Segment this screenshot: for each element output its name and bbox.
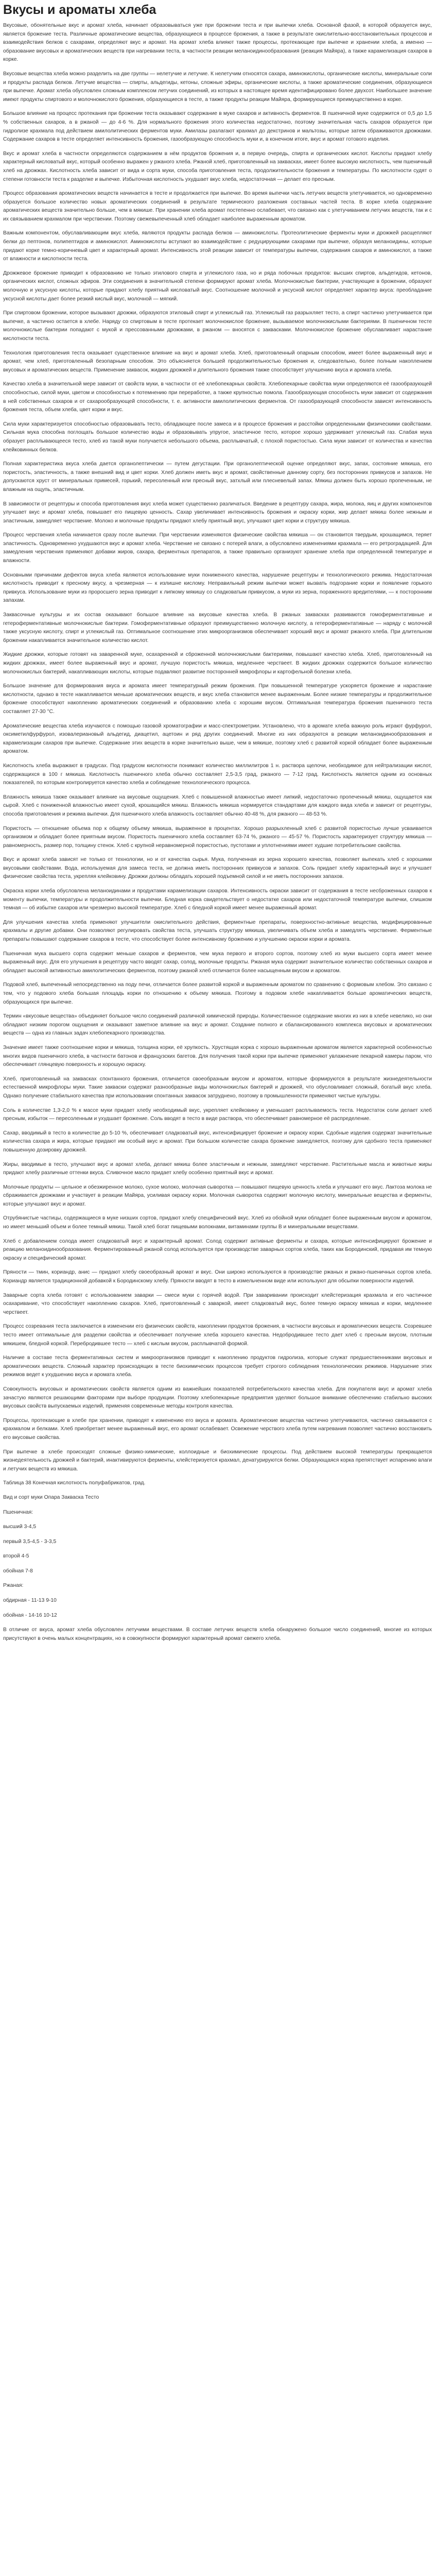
paragraph: Наличие в составе теста ферментативных систем и микроорганизмов приводит к накоплению продуктов гидролиза, которые служат предшественниками вкусовых и ароматических веществ. Сложный характер происходящих в тесте биохимических процессов требует строгого соблюдения технологических режимов. Нарушение этих режимов ведет к ухудшению вкуса и аромата хлеба. xyxy=(3,1355,432,1378)
paragraph: Хлеб с добавлением солода имеет сладковатый вкус и характерный аромат. Солод содержит активные ферменты и сахара, которые интенсифицируют брожение и реакцию меланоидинообразования. Ферментированный ржаной солод используется при производстве заварных сортов хлеба, таких как Бородинский, придавая им темную окраску и специфический аромат. xyxy=(3,1238,432,1261)
paragraph: Заквасочные культуры и их состав оказывают большое влияние на вкусовые качества хлеба. В ржаных заквасках развиваются гомоферментативные и гетероферментативные молочнокислые бактерии. Гомоферментативные образуют преимущественно молочную кислоту, а гетероферментативные — наряду с молочной также уксусную кислоту, спирт и углекислый газ. Оптимальное соотношение этих микроорганизмов обеспечивает хороший вкус и аромат ржаного хлеба. При длительном брожении накапливается значительное количество кислот. xyxy=(3,612,432,643)
table-line: обойная - 14-16 10-12 xyxy=(3,1612,57,1618)
paragraph: Большое влияние на процесс протекания при брожении теста оказывают содержание в муке сахаров и активность ферментов. В пшеничной муке содержится от 0,5 до 1,5 % собственных сахаров, а в ржаной — до 4-6 %. Для нормального брожения этого количества недостаточно, поэтому значительная часть сахаров образуется при гидролизе крахмала под действием амилолитических ферментов муки. Амилазы разлагают крахмал до декстринов и мальтозы, которые затем сбраживаются дрожжами. Содержание сахаров в тесте определяет интенсивность брожения, газообразующую способность муки и, в конечном итоге, вкус и аромат готового изделия. xyxy=(3,111,432,143)
paragraph: Сила муки характеризуется способностью образовывать тесто, обладающее после замеса и в процессе брожения и расстойки определенными физическими свойствами. Сильная мука способна поглощать большое количество воды и образовывать упругое, эластичное тесто, которое хорошо удерживает углекислый газ. Слабая мука образует расплывающееся тесто, хлеб из такой муки получается небольшого объема, расплывчатый, с плохой пористостью. Сила муки зависит от количества и качества клейковинных белков. xyxy=(3,421,432,453)
paragraph: Процесс образования ароматических веществ начинается в тесте и продолжается при выпечке. Во время выпечки часть летучих веществ улетучивается, но одновременно образуется большое количество новых ароматических соединений в результате термического разложения составных частей теста. В корке хлеба содержание ароматических веществ значительно больше, чем в мякише. При хранении хлеба аромат постепенно ослабевает, что связано как с улетучиванием летучих веществ, так и с их связыванием крахмалом при черствении. Поэтому свежевыпеченный хлеб обладает наиболее выраженным ароматом. xyxy=(3,191,432,222)
paragraph: Процессы, протекающие в хлебе при хранении, приводят к изменению его вкуса и аромата. Ароматические вещества частично улетучиваются, частично связываются с крахмалом и белками. Хлеб приобретает менее выраженный вкус, его аромат ослабевает. Освежение черствого хлеба путем нагревания позволяет частично восстановить его вкусовые свойства. xyxy=(3,1417,432,1440)
paragraph: Термин «вкусовые вещества» объединяет большое число соединений различной химической природы. Количественное содержание многих из них в хлебе невелико, но они обладают низким порогом ощущения и оказывают заметное влияние на вкус и аромат. Создание полного и сбалансированного комплекса вкусовых и ароматических веществ — одна из главных задач хлебопекарного производства. xyxy=(3,1013,432,1037)
paragraph: В зависимости от рецептуры и способа приготовления вкус хлеба может существенно различаться. Введение в рецептуру сахара, жира, молока, яиц и других компонентов улучшает вкус и аромат хлеба, повышает его пищевую ценность. Сахар увеличивает интенсивность брожения и окраску корки, жир делает мякиш более нежным и эластичным, замедляет черствение. Молоко и молочные продукты придают хлебу приятный вкус, улучшают цвет корки и структуру мякиша. xyxy=(3,501,432,524)
table-line: Пшеничная: xyxy=(3,1509,33,1515)
paragraph: Влажность мякиша также оказывает влияние на вкусовые ощущения. Хлеб с повышенной влажностью имеет липкий, недостаточно пропеченный мякиш, ощущается как сырой. Хлеб с пониженной влажностью имеет сухой, крошащийся мякиш. Влажность мякиша нормируется стандартами для каждого вида хлеба и зависит от рецептуры, способа приготовления и режима выпечки. Для пшеничного хлеба влажность составляет обычно 40-48 %, для ржаного — 48-53 %. xyxy=(3,794,432,817)
paragraph: Процесс созревания теста заключается в изменении его физических свойств, накоплении продуктов брожения, в частности вкусовых и ароматических веществ. Созревшее тесто имеет оптимальные для разделки свойства и обеспечивает получение хлеба хорошего качества. Недобродившее тесто дает хлеб с пресным вкусом, плотным мякишем, бледной коркой. Перебродившее тесто — хлеб с кислым вкусом, расплывчатой формой. xyxy=(3,1324,432,1347)
paragraph: Для улучшения качества хлеба применяют улучшители окислительного действия, ферментные препараты, поверхностно-активные вещества, модифицированные крахмалы и другие добавки. Они позволяют регулировать свойства теста, улучшать структуру мякиша, увеличивать объем хлеба и замедлять черствение. Ферментные препараты повышают содержание сахаров в тесте, что способствует более интенсивному брожению и улучшению окраски корки и аромата. xyxy=(3,919,432,943)
paragraph: Пряности — тмин, кориандр, анис — придают хлебу своеобразный аромат и вкус. Они широко используются в производстве ржаных и ржано-пшеничных сортов хлеба. Кориандр является традиционной добавкой к Бородинскому хлебу. Пряности вводят в тесто в измельченном виде или используют для обсыпки поверхности изделий. xyxy=(3,1269,432,1284)
closing-section xyxy=(3,1626,432,1643)
article-body xyxy=(3,22,432,1488)
paragraph: Совокупность вкусовых и ароматических свойств является одним из важнейших показателей потребительского качества хлеба. Для покупателя вкус и аромат хлеба зачастую являются решающими факторами при выборе продукции. Поэтому хлебопекарные предприятия уделяют большое внимание обеспечению стабильно высоких вкусовых свойств выпускаемых изделий, применяя современные методы контроля качества. xyxy=(3,1386,432,1410)
table-line: второй 4-5 xyxy=(3,1553,29,1560)
paragraph: Хлеб, приготовленный на заквасках спонтанного брожения, отличается своеобразным вкусом и ароматом, которые формируются в результате жизнедеятельности естественной микрофлоры муки. Такие закваски содержат разнообразные виды молочнокислых бактерий и дрожжей, что обусловливает сложный, богатый вкус хлеба. Однако получение стабильного качества при использовании спонтанных заквасок затруднено, поэтому в промышленности применяют чистые культуры. xyxy=(3,1076,432,1099)
table-line: высший 3-4,5 xyxy=(3,1524,37,1530)
paragraph: Пористость — отношение объема пор к общему объему мякиша, выраженное в процентах. Хорошо разрыхленный хлеб с развитой пористостью лучше усваивается организмом и обладает более приятным вкусом. Пористость пшеничного хлеба составляет 63-74 %, ржаного — 45-57 %. Пористость характеризует структуру мякиша — равномерность, размер пор, толщину стенок. Хлеб с крупной неравномерной пористостью, пустотами и уплотнениями имеет худшие потребительские свойства. xyxy=(3,825,432,849)
paragraph: Жиры, вводимые в тесто, улучшают вкус и аромат хлеба, делают мякиш более эластичным и нежным, замедляют черствение. Растительные масла и животные жиры придают хлебу различные оттенки вкуса. Сливочное масло придает хлебу особенно приятный вкус и аромат. xyxy=(3,1161,432,1176)
paragraph: Качество хлеба в значительной мере зависит от свойств муки, в частности от её хлебопекарных свойств. Хлебопекарные свойства муки определяются её газообразующей способностью, силой муки, цветом и способностью к потемнению при переработке, а также крупностью помола. Газообразующая способность муки зависит от содержания в ней собственных сахаров и от сахарообразующей способности, т. е. активности амилолитических ферментов. От газообразующей способности зависят интенсивность брожения теста, объем хлеба, цвет корки и вкус. xyxy=(3,381,432,413)
closing-paragraph: В отличие от вкуса, аромат хлеба обусловлен летучими веществами. В составе летучих веществ хлеба обнаружено большое число соединений, многие из которых присутствуют в очень малых концентрациях, но в совокупности формируют характерный аромат свежего хлеба. xyxy=(3,1627,432,1641)
table-line: обдирная - 11-13 9-10 xyxy=(3,1598,57,1604)
paragraph: Соль в количестве 1,3-2,0 % к массе муки придает хлебу необходимый вкус, укрепляет клейковину и уменьшает расплываемость теста. Недостаток соли делает хлеб пресным, избыток — пересоленным и ухудшает брожение. Соль вводят в тесто в виде раствора, что обеспечивает равномерное её распределение. xyxy=(3,1107,432,1122)
paragraph: Ароматические вещества хлеба изучаются с помощью газовой хроматографии и масс-спектрометрии. Установлено, что в аромате хлеба важную роль играют фурфурол, оксиметилфурфурол, изовалериановый альдегид, диацетил, ацетоин и ряд других соединений. Многие из них образуются в реакции меланоидинообразования и карамелизации сахаров при выпечке. Содержание этих веществ в корке значительно выше, чем в мякише, поэтому хлеб с развитой коркой обладает более выраженным ароматом. xyxy=(3,723,432,755)
paragraph: Вкусовые вещества хлеба можно разделить на две группы — нелетучие и летучие. К нелетучим относятся сахара, аминокислоты, органические кислоты, минеральные соли и продукты распада белков. Летучие вещества — спирты, альдегиды, кетоны, сложные эфиры, органические кислоты, а также ароматические соединения, образующиеся при выпечке. Аромат хлеба обусловлен сложным комплексом летучих соединений, из которых в настоящее время идентифицировано более двухсот. Наибольшее значение имеют продукты спиртового и молочнокислого брожения, образующиеся в тесте, а также продукты реакции Майяра, формирующиеся преимущественно в корке. xyxy=(3,71,432,103)
paragraph: Кислотность хлеба выражают в градусах. Под градусом кислотности понимают количество миллилитров 1 н. раствора щелочи, необходимое для нейтрализации кислот, содержащихся в 100 г мякиша. Кислотность пшеничного хлеба обычно составляет 2,5-3,5 град, ржаного — 7-12 град. Кислотность является одним из основных показателей, по которым контролируется качество хлеба и соблюдение технологического процесса. xyxy=(3,762,432,786)
paragraph: Технология приготовления теста оказывает существенное влияние на вкус и аромат хлеба. Хлеб, приготовленный опарным способом, имеет более выраженный вкус и аромат, чем хлеб, приготовленный безопарным способом. Это объясняется большей продолжительностью брожения и, следовательно, более полным накоплением вкусовых и ароматических веществ. Применение заквасок, жидких дрожжей и длительного брожения также способствует улучшению вкуса и аромата хлеба. xyxy=(3,350,432,373)
paragraph: При спиртовом брожении, которое вызывают дрожжи, образуются этиловый спирт и углекислый газ. Углекислый газ разрыхляет тесто, а спирт частично улетучивается при выпечке, а частично остается в хлебе. Наряду со спиртовым в тесте протекает молочнокислое брожение, вызываемое молочнокислыми бактериями. В пшеничном тесте молочнокислые бактерии попадают с мукой и прессованными дрожжами, в ржаном — вносятся с заквасками. Молочнокислое брожение обуславливает нарастание кислотности теста. xyxy=(3,310,432,342)
table-line: Ржаная: xyxy=(3,1583,24,1589)
page-title: Вкусы и ароматы хлеба xyxy=(3,3,156,17)
paragraph: Основными причинами дефектов вкуса хлеба являются использование муки пониженного качества, нарушение рецептуры и технологического режима. Недостаточная кислотность приводит к пресному вкусу, а чрезмерная — к излишне кислому. Неправильный режим выпечки может вызвать подгорание корки и появление горького привкуса. Использование муки из проросшего зерна приводит к липкому мякишу со сладковатым привкусом, а муки из зерна, пораженного вредителями, — к посторонним запахам. xyxy=(3,572,432,604)
paragraph: Полная характеристика вкуса хлеба дается органолептически — путем дегустации. При органолептической оценке определяют вкус, запах, состояние мякиша, его пористость, эластичность, а также внешний вид и цвет корки. Хлеб должен иметь вкус и аромат, свойственные данному сорту, без посторонних привкусов и запахов. Не допускаются хруст от минеральных примесей, горький, пересоленный или пресный вкус, затхлый или плесневелый запах. Мякиш должен быть хорошо пропеченным, не влажным на ощупь, эластичным. xyxy=(3,461,432,493)
paragraph: Подовой хлеб, выпеченный непосредственно на поду печи, отличается более развитой коркой и выраженным ароматом по сравнению с формовым хлебом. Это связано с тем, что у подового хлеба большая площадь корки по отношению к объему мякиша. Поэтому в подовом хлебе накапливается больше ароматических веществ, образующихся при выпечке. xyxy=(3,982,432,1005)
paragraph: Большое значение для формирования вкуса и аромата имеет температурный режим брожения. При повышенной температуре ускоряется брожение и нарастание кислотности, однако в тесте накапливается меньше ароматических веществ, и вкус хлеба становится менее выраженным. Более низкие температуры и продолжительное брожение способствуют накоплению ароматических соединений и образованию хлеба с хорошим вкусом. Оптимальная температура брожения пшеничного теста составляет 27-30 °С. xyxy=(3,683,432,715)
paragraph: Значение имеет также соотношение корки и мякиша, толщина корки, её хрупкость. Хрустящая корка с хорошо выраженным ароматом является характерной особенностью многих видов пшеничного хлеба, в частности батонов и французских багетов. Для получения такой корки при выпечке применяют увлажнение пекарной камеры паром, что обеспечивает глянцевую поверхность и хорошую окраску. xyxy=(3,1044,432,1068)
paragraph: Таблица 38 Конечная кислотность полуфабрикатов, град. xyxy=(3,1480,146,1486)
paragraph: Окраска корки хлеба обусловлена меланоидинами и продуктами карамелизации сахаров. Интенсивность окраски зависит от содержания в тесте несброженных сахаров к моменту выпечки, температуры и продолжительности выпечки. Бледная корка свидетельствует о недостатке сахаров или недостаточной температуре выпечки, слишком темная — об избытке сахаров или чрезмерно высокой температуре. Хлеб с бледной коркой имеет менее выраженный аромат. xyxy=(3,888,432,911)
paragraph: Жидкие дрожжи, которые готовят на заваренной муке, осахаренной и сброженной молочнокислыми бактериями, повышают качество хлеба. Хлеб, приготовленный на жидких дрожжах, имеет более выраженный вкус и аромат, лучшую пористость мякиша, медленнее черствеет. В жидких дрожжах содержится большое количество молочнокислых бактерий, накапливающих кислоты, которые подавляют развитие посторонней микрофлоры и картофельной болезни хлеба. xyxy=(3,652,432,675)
paragraph: Процесс черствения хлеба начинается сразу после выпечки. При черствении изменяются физические свойства мякиша — он становится твердым, крошащимся, теряет эластичность. Одновременно ухудшаются вкус и аромат хлеба. Черствение не связано с потерей влаги, а обусловлено изменениями крахмала — его ретроградацией. Для замедления черствения применяют добавки жиров, сахара, ферментных препаратов, а также правильно организуют хранение хлеба при определенной температуре и влажности. xyxy=(3,532,432,564)
paragraph: Пшеничная мука высшего сорта содержит меньше сахаров и ферментов, чем мука первого и второго сортов, поэтому хлеб из муки высшего сорта имеет менее выраженный вкус. Для его улучшения в рецептуру часто вводят сахар, солод, молочные продукты. Ржаная мука содержит значительное количество собственных сахаров и обладает высокой активностью амилолитических ферментов, поэтому ржаной хлеб отличается более насыщенным вкусом и ароматом. xyxy=(3,951,432,974)
table-line: Вид и сорт муки Опара Закваска Тесто xyxy=(3,1494,99,1500)
table-line: первый 3,5-4,5 - 3-3,5 xyxy=(3,1538,57,1545)
paragraph: Молочные продукты — цельное и обезжиренное молоко, сухое молоко, молочная сыворотка — повышают пищевую ценность хлеба и улучшают его вкус. Лактоза молока не сбраживается дрожжами и участвует в реакции Майяра, усиливая окраску корки. Молочная сыворотка содержит молочную кислоту, минеральные вещества и ферменты, которые улучшают вкус и аромат. xyxy=(3,1184,432,1207)
paragraph: При выпечке в хлебе происходят сложные физико-химические, коллоидные и биохимические процессы. Под действием высокой температуры прекращается жизнедеятельность дрожжей и бактерий, инактивируются ферменты, клейстеризуется крахмал, денатурируются белки. Образующаяся корка препятствует испарению влаги и летучих веществ из мякиша. xyxy=(3,1449,432,1472)
paragraph: Вкус и аромат хлеба зависят не только от технологии, но и от качества сырья. Мука, полученная из зерна хорошего качества, позволяет выпекать хлеб с хорошими вкусовыми свойствами. Вода, используемая для замеса теста, не должна иметь посторонних привкусов и запахов. Соль придает хлебу характерный вкус и улучшает физические свойства теста, укрепляя клейковину. Дрожжи должны обладать хорошей подъемной силой и не иметь посторонних запахов. xyxy=(3,857,432,880)
paragraph: Дрожжевое брожение приводит к образованию не только этилового спирта и углекислого газа, но и ряда побочных продуктов: высших спиртов, альдегидов, кетонов, органических кислот, сложных эфиров. Эти соединения в значительной степени формируют аромат хлеба. Молочнокислые бактерии, участвующие в брожении, образуют молочную и уксусную кислоты, которые придают хлебу приятный кисловатый вкус. Соотношение молочной и уксусной кислот определяет характер вкуса: преобладание уксусной кислоты дает более резкий кислый вкус, молочной — мягкий. xyxy=(3,270,432,302)
paragraph: Вкус и аромат хлеба в частности определяются содержанием в нём продуктов брожения и, в первую очередь, спирта и органических кислот. Кислоты придают хлебу характерный кисловатый вкус, который особенно выражен у ржаного хлеба. Ржаной хлеб, приготовленный на заквасках, имеет более высокую кислотность, чем пшеничный хлеб на дрожжах. Кислотность хлеба зависит от вида и сорта муки, способа приготовления теста, продолжительности брожения и температуры. По кислотности судят о степени готовности теста к разделке и выпечке. Избыточная кислотность ухудшает вкус хлеба, недостаточная — делает его пресным. xyxy=(3,150,432,182)
paragraph: Важным компонентом, обуславливающим вкус хлеба, являются продукты распада белков — аминокислоты. Протеолитические ферменты муки и дрожжей расщепляют белки до пептонов, полипептидов и аминокислот. Аминокислоты вступают во взаимодействие с редуцирующими сахарами при выпечке, образуя меланоидины, которые придают корке темно-коричневый цвет и характерный аромат. Интенсивность этой реакции зависит от температуры выпечки, содержания сахаров и аминокислот, а также от влажности и кислотности теста. xyxy=(3,230,432,262)
paragraph: Заварные сорта хлеба готовят с использованием заварки — смеси муки с горячей водой. При заваривании происходит клейстеризация крахмала и его частичное осахаривание, что способствует накоплению сахаров. Хлеб, приготовленный с заваркой, имеет сладковатый вкус, более темную окраску мякиша и корки, медленнее черствеет. xyxy=(3,1292,432,1315)
table-line: обойная 7-8 xyxy=(3,1568,33,1574)
paragraph: Вкусовые, обонятельные вкус и аромат хлеба, начинает образовываться уже при брожении теста и при выпечки хлеба. Основной фазой, в которой образуется вкус, является брожение теста. Различные ароматические вещества, образующиеся в процессе брожения, а также в результате окислительно-восстановительных процессов и взаимодействия белков с сахарами, определяют вкус и аромат. На аромат хлеба влияют также процессы, протекающие при выпечке и хранении хлеба, а именно — образование вкусовых и ароматических веществ при нагревании теста, в частности реакции меланоидинообразования (реакция Майяра), а также карамелизация сахаров в корке. xyxy=(3,23,432,63)
paragraph: Отрубянистые частицы, содержащиеся в муке низших сортов, придают хлебу специфический вкус. Хлеб из обойной муки обладает более выраженным вкусом и ароматом, но имеет меньший объем и более темный мякиш. Такой хлеб богат пищевыми волокнами, витаминами группы В и минеральными веществами. xyxy=(3,1215,432,1230)
table-lines xyxy=(3,1494,432,1620)
paragraph: Сахар, вводимый в тесто в количестве до 5-10 %, обеспечивает сладковатый вкус, интенсифицирует брожение и окраску корки. Сдобные изделия содержат значительные количества сахара и жира, которые придают им особый вкус и аромат. При большом количестве сахара брожение замедляется, поэтому для сдобного теста применяют повышенную дозировку дрожжей. xyxy=(3,1130,432,1153)
